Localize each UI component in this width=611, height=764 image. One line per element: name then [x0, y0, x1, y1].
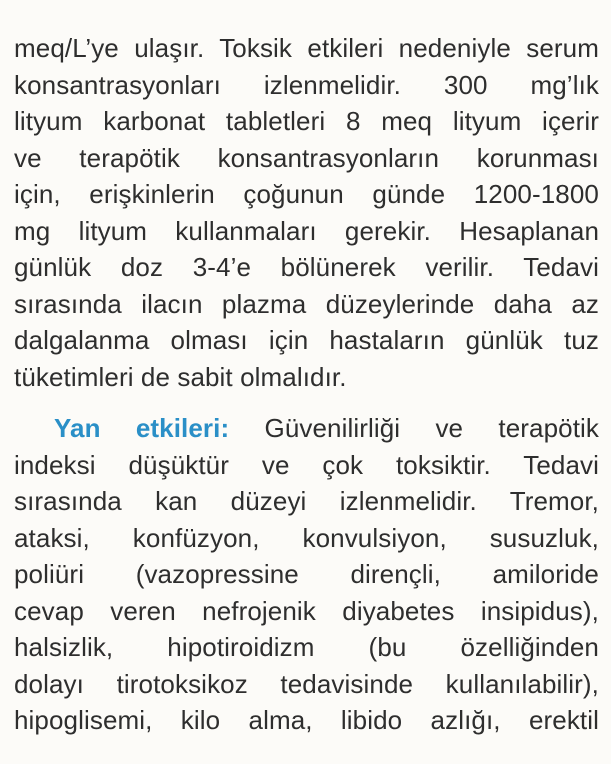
- section-heading: Yan etkileri:: [54, 413, 230, 443]
- text-line: sırasında ilacın plazma düzeylerinde daha az: [14, 288, 599, 319]
- text-line: konsantrasyonları izlenmelidir. 300 mg’lık: [14, 69, 599, 100]
- paragraph-gap: [14, 395, 599, 410]
- text-line-first: [14, 410, 599, 447]
- paragraph-side-effects: [14, 410, 599, 739]
- text-line: tüketimleri de sabit olmalıdır.: [14, 361, 347, 392]
- text-line: mg lityum kullanmaları gerekir. Hesaplanan: [14, 215, 599, 246]
- document-page: [14, 30, 599, 739]
- text-line: dalgalanma olması için hastaların günlük tuz: [14, 325, 599, 355]
- text-line: ve terapötik konsantrasyonların korunması: [14, 142, 599, 173]
- text-line: sırasında kan düzeyi izlenmelidir. Tremor,: [14, 486, 599, 516]
- text-run: Güvenilirliği ve terapötik: [229, 413, 599, 443]
- text-line: ataksi, konfüzyon, konvulsiyon, susuzluk,: [14, 522, 599, 553]
- paragraph-dosage: [14, 30, 599, 395]
- text-line: için, erişkinlerin çoğunun günde 1200-1800: [14, 179, 599, 209]
- text-line: lityum karbonat tabletleri 8 meq lityum içerir: [14, 106, 599, 136]
- text-line: halsizlik, hipotiroidizm (bu özelliğinden: [14, 632, 599, 662]
- text-line: indeksi düşüktür ve çok toksiktir. Tedavi: [14, 449, 599, 480]
- text-line: dolayı tirotoksikoz tedavisinde kullanılabilir),: [14, 668, 599, 699]
- text-line: günlük doz 3-4’e bölünerek verilir. Tedavi: [14, 252, 599, 282]
- text-line: meq/L’ye ulaşır. Toksik etkileri nedeniyle serum: [14, 33, 599, 63]
- text-line: cevap veren nefrojenik diyabetes insipidus),: [14, 595, 599, 626]
- text-line: poliüri (vazopressine dirençli, amiloride: [14, 559, 599, 589]
- text-line: hipoglisemi, kilo alma, libido azlığı, erektil: [14, 705, 599, 735]
